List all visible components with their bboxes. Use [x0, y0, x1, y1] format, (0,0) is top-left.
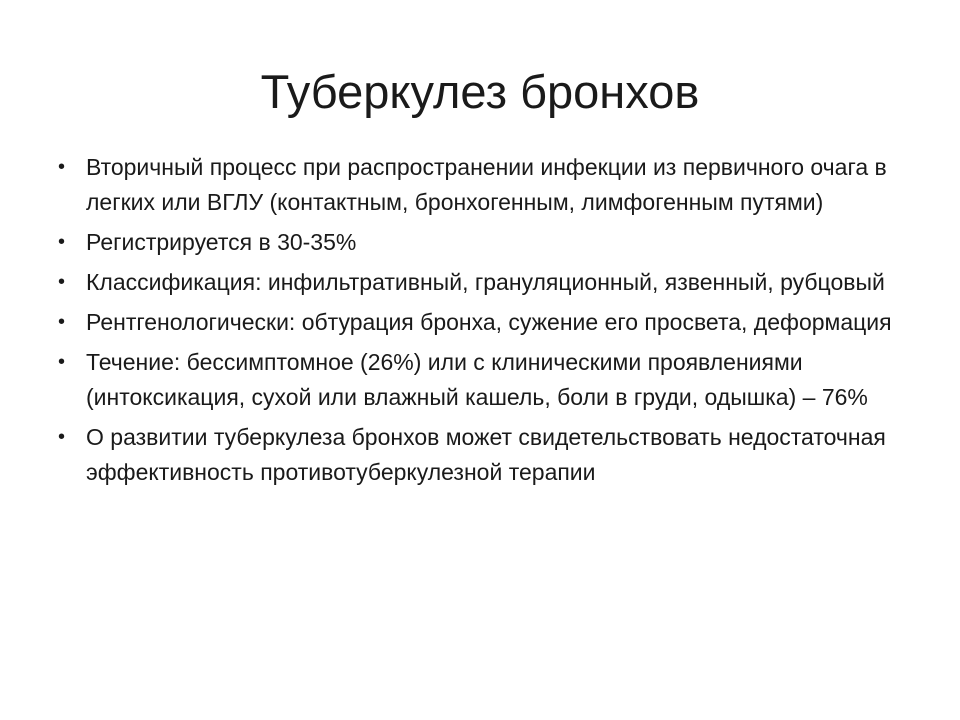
bullet-item [56, 265, 936, 300]
bullet-marker-icon: • [58, 351, 66, 373]
bullet-marker-icon: • [58, 426, 66, 448]
bullet-marker-icon: • [58, 271, 66, 293]
bullet-text: Рентгенологически: обтурация бронха, сужение его просвета, деформация [86, 309, 892, 335]
bullet-list [56, 150, 936, 495]
slide-title: Туберкулез бронхов [260, 65, 700, 118]
bullet-marker-icon: • [58, 311, 66, 333]
bullet-marker-icon: • [58, 231, 66, 253]
bullet-marker-icon: • [58, 156, 66, 178]
bullet-text: Вторичный процесс при распространении инфекции из первичного очага в легких или ВГЛУ (контактным, бронхогенным, лимфогенным путями) [86, 154, 887, 215]
bullet-item [56, 225, 936, 260]
bullet-item [56, 150, 936, 220]
bullet-item [56, 420, 936, 490]
bullet-item [56, 305, 936, 340]
bullet-text: Регистрируется в 30-35% [86, 229, 357, 255]
bullet-text: Классификация: инфильтративный, грануляционный, язвенный, рубцовый [86, 269, 885, 295]
bullet-item [56, 345, 936, 415]
bullet-text: О развитии туберкулеза бронхов может свидетельствовать недостаточная эффективность противотуберкулезной терапии [86, 424, 886, 485]
bullet-text: Течение: бессимптомное (26%) или с клиническими проявлениями (интоксикация, сухой или влажный кашель, боли в груди, одышка) – 76% [86, 349, 868, 410]
